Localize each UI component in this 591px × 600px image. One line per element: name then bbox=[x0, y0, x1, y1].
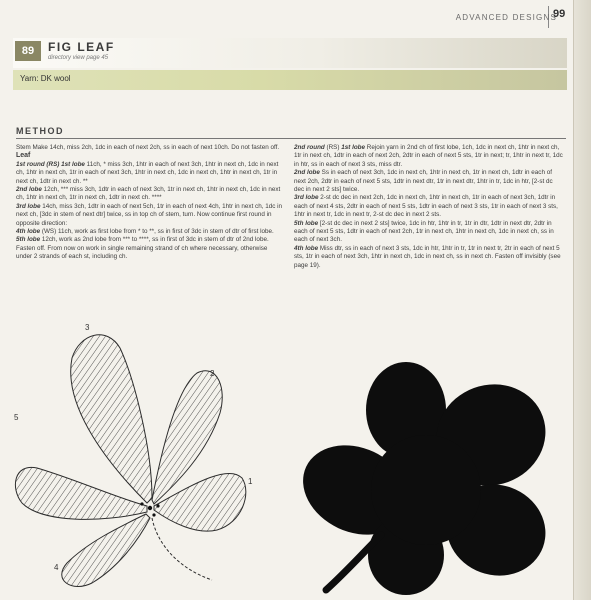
chart-lobe-4 bbox=[62, 514, 150, 586]
chart-label-5: 5 bbox=[14, 413, 19, 422]
round2-lobe5-instruction: 5th lobe [2-st dc dec in next 2 sts] twice, 1dc in htr, 1htr in tr, 1tr in dtr, 1dtr in next dtr, 2dtr in each of next 5 sts, 1dtr in each of next 2ch, 1tr in next ch, 1htr in next ch, 1dc in next ch, ss in each of next 3ch. bbox=[294, 219, 554, 244]
page-edge-sidebar bbox=[573, 0, 591, 600]
round2-instruction: 2nd round (RS) 1st lobe Rejoin yarn in 2nd ch of first lobe, 1ch, 1dc in next ch, 1htr in next ch, 1tr in next ch, 1dtr in each of next 2ch, 2dtr in each of next 5 sts, 1tr in next; tr, 1htr in next tr, 1dc in htr, ss in each of next 3 sts, miss dtr. bbox=[294, 144, 563, 168]
round1-instruction: 1st round (RS) 1st lobe 11ch, * miss 3ch, 1htr in each of next 3ch, 1htr in next ch, 1dc in next ch, 1htr in next ch, 1tr in each of next 3ch, 1htr in next ch, 1dc in next ch, 1htr in next ch, 1tr in next ch, 1dtr in next ch. ** bbox=[16, 160, 279, 185]
directory-reference: directory view page 45 bbox=[48, 55, 109, 61]
yarn-band bbox=[13, 70, 567, 90]
round2-lobe3-instruction: 3rd lobe 2-st dc dec in next 2ch, 1dc in next ch, 1htr in next ch, 1tr in each of next 3ch, 1dtr in each of next 4 sts, 2dtr in each of next 5 sts, 1dtr in each of next 3 sts, 1tr in each of next 3 sts, 1htr in next tr, 1dc in next tr, 2-st dc dec in next 2 sts. bbox=[294, 194, 558, 219]
instructions-left-column bbox=[16, 144, 284, 262]
leaf-heading: Leaf bbox=[16, 152, 31, 160]
pattern-number-badge: 89 bbox=[15, 41, 41, 61]
lobe4-instruction: 4th lobe (WS) 11ch, work as first lobe from * to **, ss in first of 3dc in stem of dtr of first lobe. bbox=[16, 228, 274, 236]
chart-label-4: 4 bbox=[54, 563, 59, 572]
lobe3-instruction: 3rd lobe 14ch, miss 3ch, 1dtr in each of next 5ch, 1tr in each of next 4ch, 1htr in next ch, 1dc in next ch, [3dc in stem of next dtr] twice, ss in top ch of stem, turn. Now continue first round in opposite direction: bbox=[16, 202, 283, 227]
round2-lobe4-instruction: 4th lobe Miss dtr, ss in each of next 3 sts, 1dc in htr, 1htr in tr, 1tr in next tr, 2tr in each of next 5 sts, 1tr in each of next 3ch, 1htr in next ch, 1dc in next ch, ss in next ch. Fasten off invisibly (see page 19). bbox=[294, 244, 561, 269]
round2-lobe2-instruction: 2nd lobe Ss in each of next 3ch, 1dc in next ch, 1htr in next ch, 1tr in next ch, 1dtr in each of next 2ch, 2dtr in each of next 5 sts, 1dtr in next dtr, 1tr in next dtr, 1htr in tr, 1dc in htr, [2-st dc dec in next 2 sts] twice. bbox=[294, 169, 553, 194]
crochet-chart-diagram bbox=[2, 318, 270, 600]
stem-instruction: Stem Make 14ch, miss 2ch, 1dc in each of next 2ch, ss in each of next 10ch. Do not fasten off. bbox=[16, 144, 280, 151]
pattern-title: FIG LEAF bbox=[48, 40, 115, 54]
chart-label-3: 3 bbox=[85, 323, 90, 332]
method-rule bbox=[16, 138, 566, 139]
method-heading: METHOD bbox=[16, 126, 64, 136]
instructions-right-column bbox=[294, 144, 564, 270]
fig-leaf-photo bbox=[286, 340, 573, 600]
lobe5-instruction: 5th lobe 12ch, work as 2nd lobe from *** to ****, ss in first of 3dc in stem of dtr of 2nd lobe. Fasten off. From now on work in single remaining strand of ch where necessary, otherwise under 2 strands of each st, including ch. bbox=[16, 236, 269, 261]
yarn-info: Yarn: DK wool bbox=[20, 74, 71, 83]
chart-lobe-3 bbox=[71, 335, 152, 503]
chart-label-2: 2 bbox=[210, 369, 215, 378]
chart-label-1: 1 bbox=[248, 477, 253, 486]
page-number: 99 bbox=[553, 8, 566, 20]
running-head: ADVANCED DESIGNS bbox=[455, 13, 557, 22]
lobe2-instruction: 2nd lobe 12ch, *** miss 3ch, 1dtr in each of next 3ch, 1tr in next ch, 1htr in next ch, 1dc in next ch, 1htr in next ch, 1tr in next ch, 1dtr in next ch. **** bbox=[16, 186, 281, 202]
